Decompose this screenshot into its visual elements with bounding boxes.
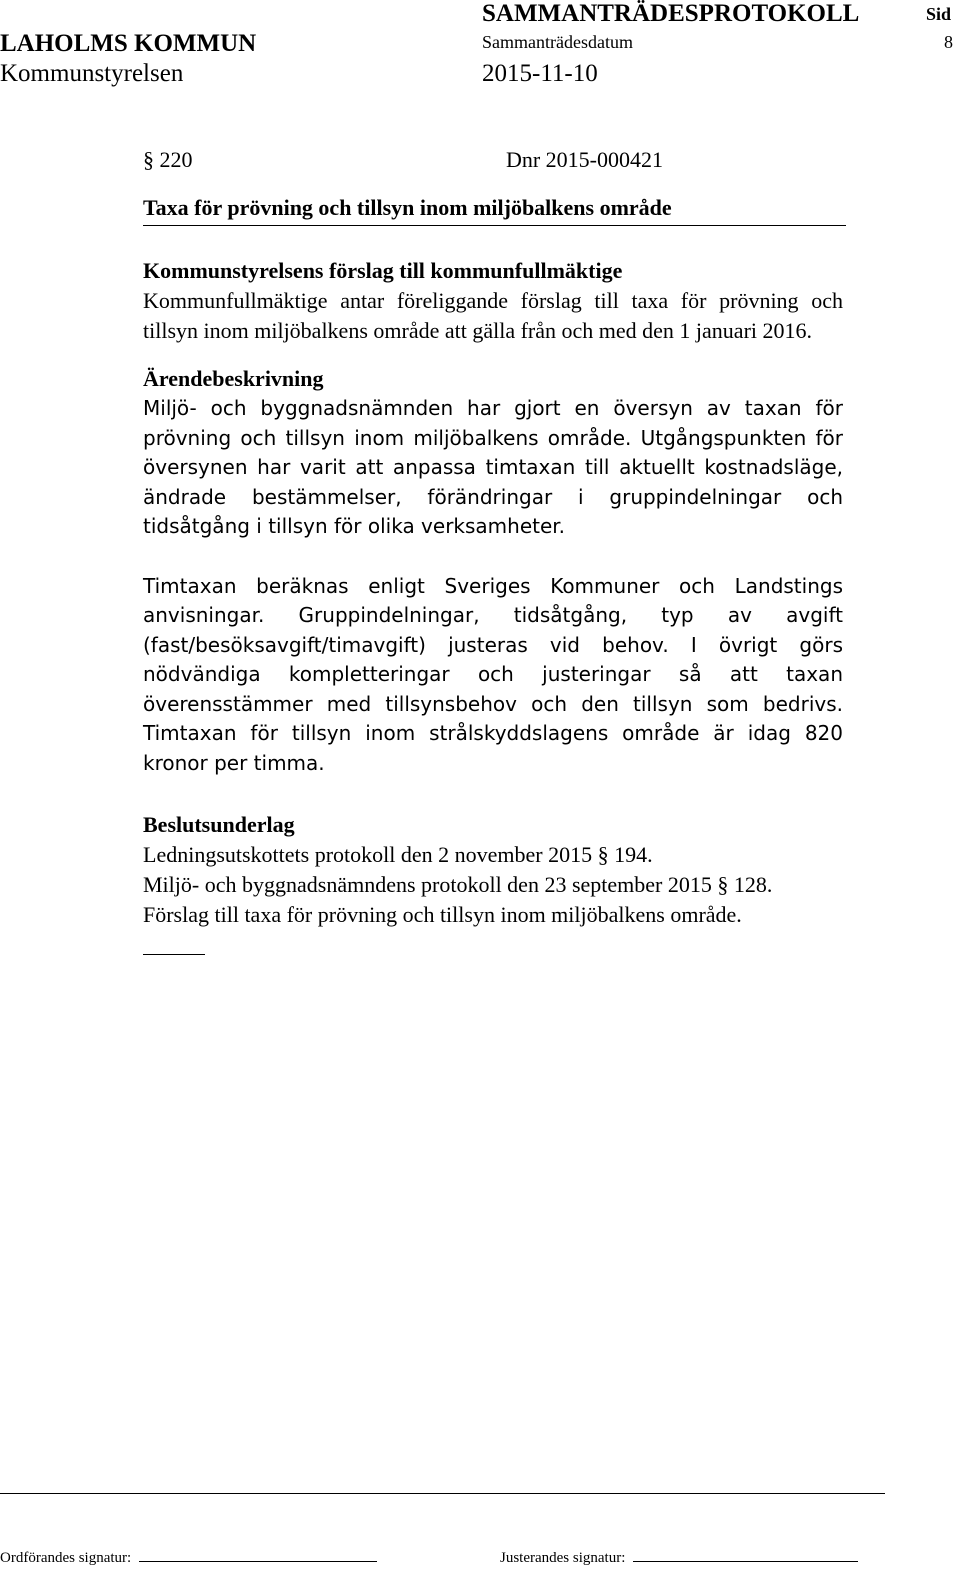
footer-divider bbox=[0, 1493, 885, 1494]
chair-signature-label: Ordförandes signatur: bbox=[0, 1550, 132, 1566]
adjuster-signature bbox=[500, 1547, 858, 1567]
description-paragraph-2: Timtaxan beräknas enligt Sveriges Kommuner och Landstings anvisningar. Gruppindelningar, tidsåtgång, typ av avgift (fast/besöksavgift/timavgift) justeras vid behov. I övrigt görs nödvändiga kompletteringar och justeringar så att taxan överensstämmer med tillsynsbehov och den tillsyn som bedrivs. Timtaxan för tillsyn inom strålskyddslagens område är idag 820 kronor per timma. bbox=[143, 573, 843, 775]
meeting-date: 2015-11-10 bbox=[482, 60, 598, 87]
basis-item: Ledningsutskottets protokoll den 2 november 2015 § 194. bbox=[143, 842, 653, 867]
meeting-date-label: Sammanträdesdatum bbox=[482, 32, 633, 52]
municipality-name: LAHOLMS KOMMUN bbox=[0, 30, 257, 57]
basis-item: Miljö- och byggnadsnämndens protokoll den 23 september 2015 § 128. bbox=[143, 872, 773, 897]
paragraph-number: § 220 bbox=[143, 147, 193, 172]
proposal-text: Kommunfullmäktige antar föreliggande förslag till taxa för prövning och tillsyn inom miljöbalkens område att gälla från och med den 1 januari 2016. bbox=[143, 288, 843, 343]
description-paragraph-1: Miljö- och byggnadsnämnden har gjort en översyn av taxan för prövning och tillsyn inom miljöbalkens område. Utgångspunkten för översynen har varit att anpassa timtaxan till aktuellt kostnadsläge, ändrade bestämmelser, förändringar i gruppindelningar och tidsåtgång i tillsyn för olika verksamheter. bbox=[143, 396, 843, 538]
board-name: Kommunstyrelsen bbox=[0, 60, 184, 87]
end-of-section-rule bbox=[143, 954, 205, 955]
document-body bbox=[143, 145, 843, 955]
page-number: 8 bbox=[944, 32, 953, 52]
basis-item: Förslag till taxa för prövning och tillsyn inom miljöbalkens område. bbox=[143, 902, 742, 927]
chair-signature-line bbox=[139, 1547, 377, 1562]
description-heading: Ärendebeskrivning bbox=[143, 366, 324, 391]
chair-signature bbox=[0, 1547, 377, 1567]
section-header-row bbox=[143, 145, 663, 175]
document-type: SAMMANTRÄDESPROTOKOLL bbox=[482, 0, 860, 27]
dnr-number: Dnr 2015-000421 bbox=[505, 147, 663, 172]
adjuster-signature-line bbox=[633, 1547, 858, 1562]
page-label: Sid bbox=[926, 4, 952, 24]
section-title: Taxa för prövning och tillsyn inom miljöbalkens område bbox=[143, 193, 846, 226]
basis-heading: Beslutsunderlag bbox=[143, 812, 295, 837]
proposal-heading: Kommunstyrelsens förslag till kommunfullmäktige bbox=[143, 258, 623, 283]
adjuster-signature-label: Justerandes signatur: bbox=[500, 1550, 626, 1566]
